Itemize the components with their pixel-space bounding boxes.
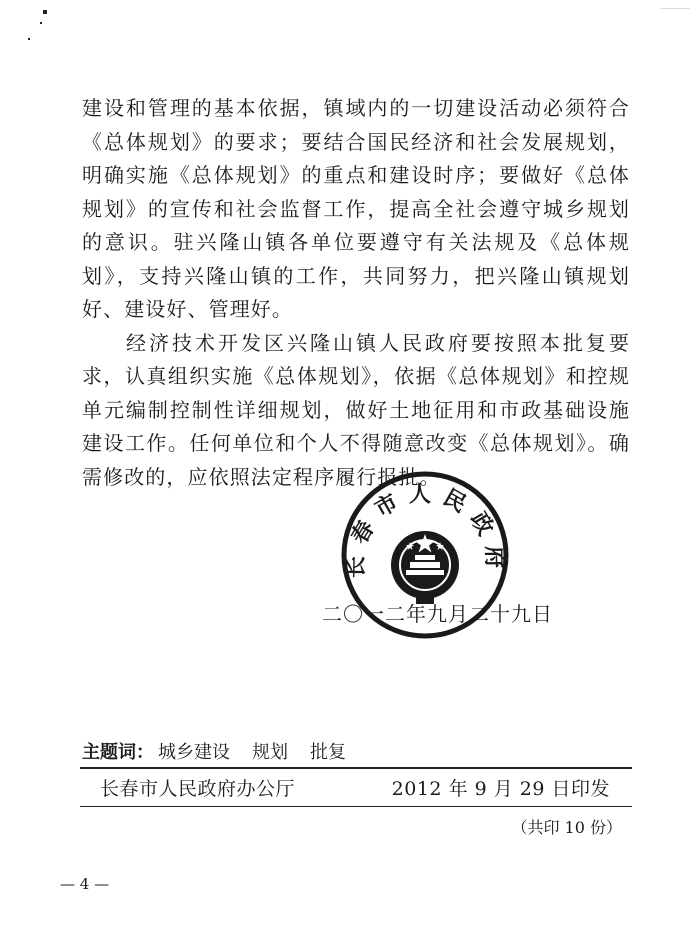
body-paragraph-1: 建设和管理的基本依据，镇域内的一切建设活动必须符合《总体规划》的要求；要结合国民经济和社会发展规划，明确实施《总体规划》的重点和建设时序；要做好《总体规划》的宣传和社会监督工作，提高全社会遵守城乡规划的意识。驻兴隆山镇各单位要遵守有关法规及《总体规划》，支持兴隆山镇的工作，共同努力，把兴隆山镇规划好、建设好、管理好。: [82, 96, 630, 321]
print-date: 2012 年 9 月 29 日印发: [391, 778, 610, 800]
document-body: [82, 92, 630, 494]
issuing-office: 长春市人民政府办公厅: [100, 778, 296, 800]
scan-speck: [43, 10, 47, 14]
body-paragraph-2: 经济技术开发区兴隆山镇人民政府要按照本批复要求，认真组织实施《总体规划》，依据《总体规划》和控规单元编制控制性详细规划，做好土地征用和市政基础设施建设工作。任何单位和个人不得随意改变《总体规划》。确需修改的，应依照法定程序履行报批。: [82, 330, 630, 489]
signature-date: 二〇一二年九月二十九日: [322, 602, 553, 626]
footer-rule-bottom: [80, 806, 632, 807]
footer-rule-top: [80, 767, 632, 769]
subject-keyword: 规划: [252, 742, 288, 763]
national-emblem-icon: [391, 531, 459, 604]
subject-label: 主题词：: [82, 742, 154, 763]
copies-count: （共印 10 份）: [511, 818, 622, 837]
scan-edge-mark: [660, 0, 690, 9]
scan-speck: [40, 22, 42, 24]
seal-text: 长春市人民政府: [343, 482, 507, 579]
page-number: — 4 —: [60, 875, 110, 893]
subject-keyword: 城乡建设: [158, 742, 230, 763]
subject-keywords: [82, 738, 630, 764]
scan-speck: [28, 38, 30, 40]
subject-keyword: 批复: [310, 742, 346, 763]
